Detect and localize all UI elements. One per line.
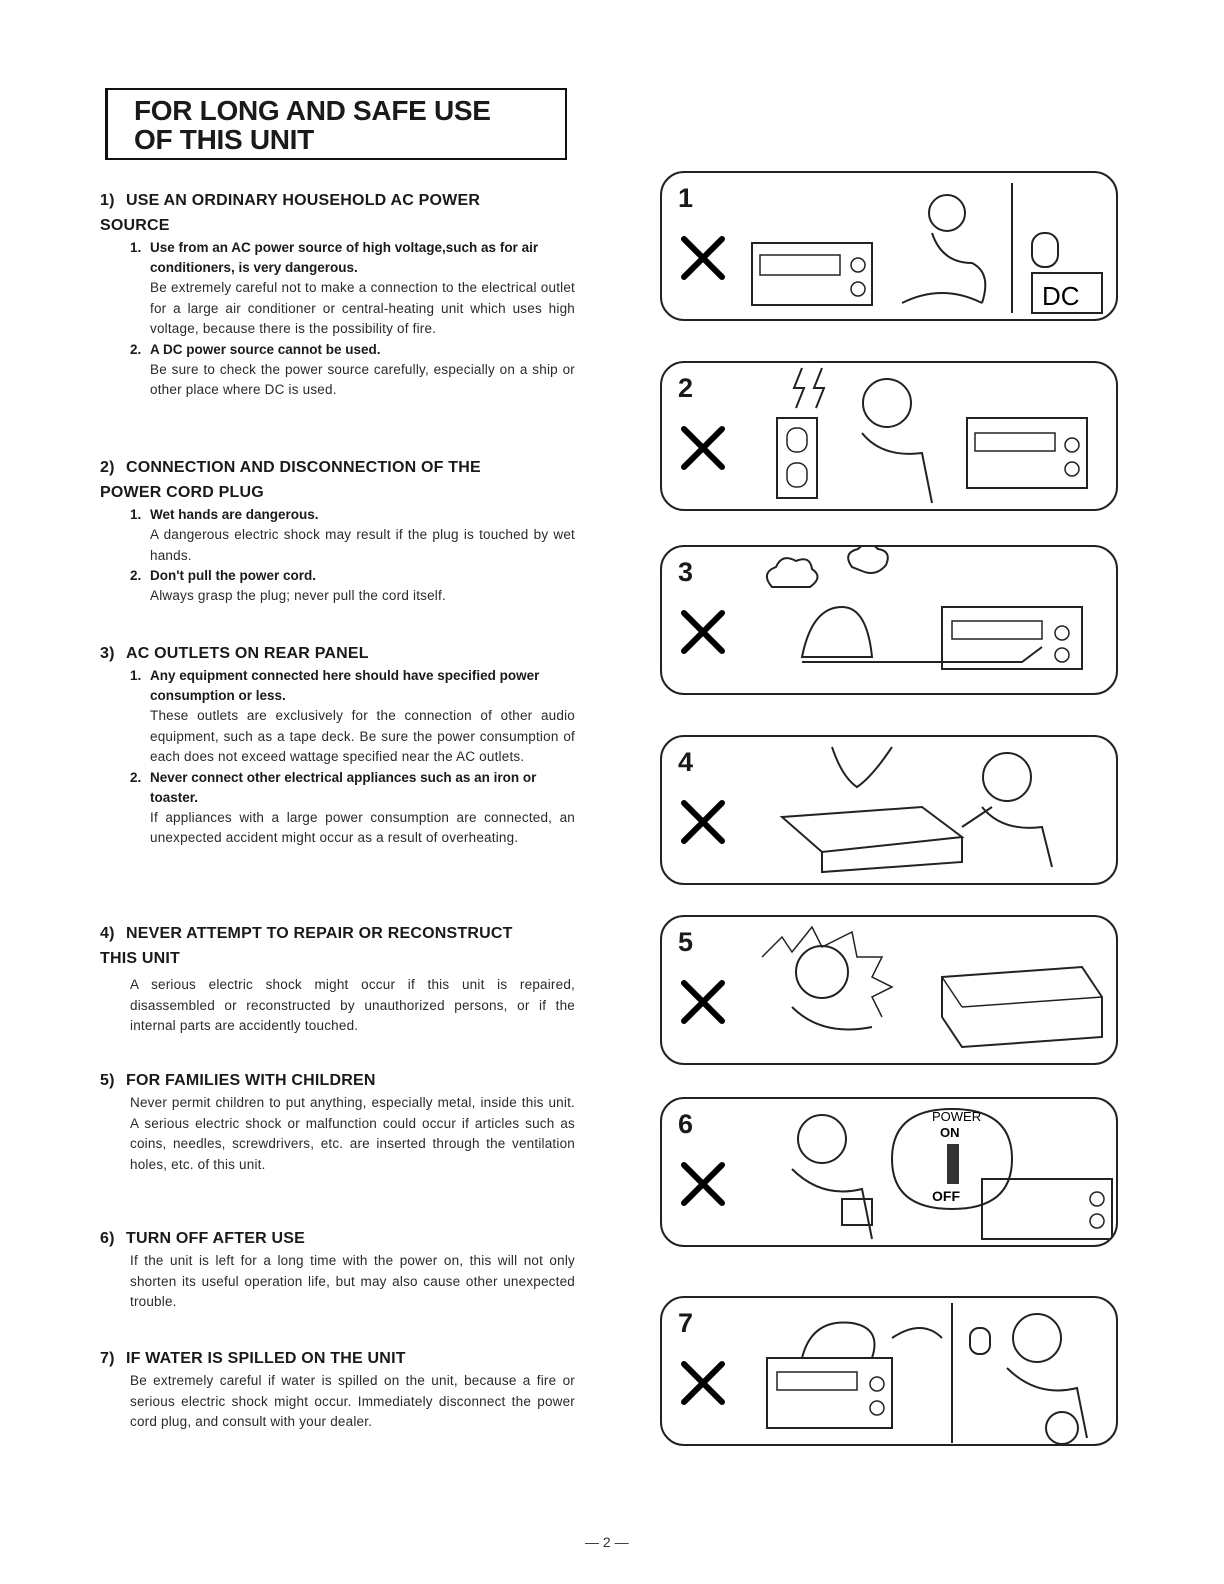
section-heading: 3) AC OUTLETS ON REAR PANEL	[100, 645, 369, 662]
dc-label: DC	[1042, 281, 1080, 311]
list-item: 2. Never connect other electrical appliances such as an iron or toaster. If appliances with a large power consumption are connected, an unexpected accident might occur as a result of overheating.	[130, 769, 575, 845]
panel-number: 5	[678, 927, 694, 957]
panel-number: 2	[678, 373, 694, 403]
section-5	[100, 1068, 575, 1175]
illustration-repair	[742, 737, 1118, 885]
panel-number: 4	[678, 747, 694, 777]
section-body: Be extremely careful if water is spilled on the unit, because a fire or serious electric shock might occur. Immediately disconnect the power cord plug, and consult with your dealer.	[130, 1373, 575, 1429]
illustration-dc-outlet	[742, 173, 1118, 321]
prohibited-x-icon	[680, 1161, 726, 1207]
list-item: 1. Any equipment connected here should have specified power consumption or less. These outlets are exclusively for the connection of other audio equipment, such as a tape deck. Be sure the power consumption of each does not exceed wattage specified near the AC outlets.	[130, 668, 575, 764]
illustration-panel-4	[660, 735, 1118, 885]
section-heading: 2) CONNECTION AND DISCONNECTION OF THE	[100, 459, 481, 476]
illustration-power-off	[742, 1099, 1118, 1247]
on-label: ON	[940, 1125, 960, 1140]
section-heading-cont: POWER CORD PLUG	[100, 484, 264, 501]
section-body: If the unit is left for a long time with the power on, this will not only shorten its useful operation life, but may also cause other unexpected trouble.	[130, 1253, 575, 1309]
section-heading-cont: THIS UNIT	[100, 950, 181, 967]
section-4	[100, 921, 575, 1037]
page-title-line2: OF THIS UNIT	[134, 124, 314, 155]
section-body: A serious electric shock might occur if this unit is repaired, disassembled or reconstructed by unauthorized persons, or if the internal parts are accidently touched.	[130, 977, 575, 1033]
illustration-wet-hands	[742, 363, 1118, 511]
illustration-iron	[742, 547, 1118, 695]
section-3	[100, 641, 575, 849]
list-item: 1. Use from an AC power source of high voltage,such as for air conditioners, is very dangerous. Be extremely careful not to make a connection to the electrical outlet for a large air conditioner or central-heating unit which uses high voltage, because there is the possibility of fire.	[130, 240, 575, 336]
illustration-panel-5	[660, 915, 1118, 1065]
prohibited-x-icon	[680, 1360, 726, 1406]
section-heading: 4) NEVER ATTEMPT TO REPAIR OR RECONSTRUCT	[100, 925, 513, 942]
section-1	[100, 188, 575, 401]
list-item: 1. Wet hands are dangerous. A dangerous electric shock may result if the plug is touched by wet hands.	[130, 507, 575, 563]
section-heading: 1) USE AN ORDINARY HOUSEHOLD AC POWER	[100, 192, 481, 209]
prohibited-x-icon	[680, 979, 726, 1025]
illustration-child	[742, 917, 1118, 1065]
prohibited-x-icon	[680, 799, 726, 845]
off-label: OFF	[932, 1188, 960, 1204]
illustration-water-spill	[742, 1298, 1118, 1446]
panel-number: 7	[678, 1308, 694, 1338]
illustration-panel-3	[660, 545, 1118, 695]
illustration-panel-2	[660, 361, 1118, 511]
panel-number: 6	[678, 1109, 694, 1139]
list-item: 2. A DC power source cannot be used. Be sure to check the power source carefully, especially on a ship or other place where DC is used.	[130, 341, 575, 397]
section-heading: 6) TURN OFF AFTER USE	[100, 1230, 305, 1247]
panel-number: 3	[678, 557, 694, 587]
prohibited-x-icon	[680, 425, 726, 471]
section-heading: 5) FOR FAMILIES WITH CHILDREN	[100, 1072, 376, 1089]
illustration-panel-1	[660, 171, 1118, 321]
prohibited-x-icon	[680, 609, 726, 655]
page-number: — 2 —	[585, 1534, 629, 1550]
prohibited-x-icon	[680, 235, 726, 281]
section-2	[100, 455, 575, 607]
illustration-panel-6	[660, 1097, 1118, 1247]
page-title-line1: FOR LONG AND SAFE USE	[134, 95, 491, 126]
section-body: Never permit children to put anything, especially metal, inside this unit. A serious electric shock or malfunction could occur if articles such as coins, needles, screwdrivers, etc. are inserted through the ventilation holes, etc. of this unit.	[130, 1095, 575, 1172]
section-heading-cont: SOURCE	[100, 217, 170, 234]
section-7	[100, 1346, 575, 1433]
section-heading: 7) IF WATER IS SPILLED ON THE UNIT	[100, 1350, 406, 1367]
page-title-box	[105, 88, 567, 160]
illustration-panel-7	[660, 1296, 1118, 1446]
list-item: 2. Don't pull the power cord. Always grasp the plug; never pull the cord itself.	[130, 568, 446, 603]
power-label: POWER	[932, 1109, 982, 1124]
panel-number: 1	[678, 183, 694, 213]
section-6	[100, 1226, 575, 1313]
